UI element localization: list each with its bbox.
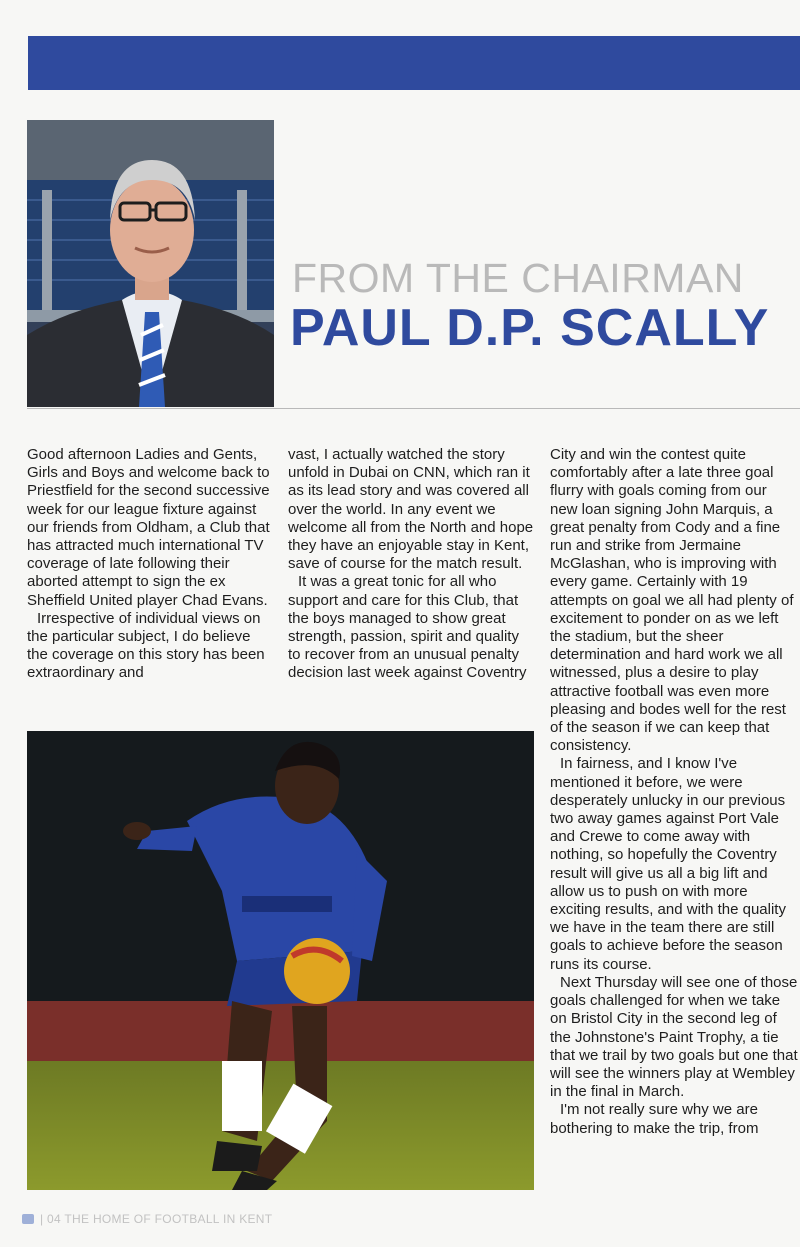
- paragraph: vast, I actually watched the story unfold in Dubai on CNN, which ran it as its lead story and was covered all over the world. In any event we welcome all from the North and hope they have an enjoyable stay in Kent, save of course for the match result.: [288, 446, 534, 573]
- paragraph: Irrespective of individual views on the particular subject, I do believe the coverage on this story has been extraordinary and: [27, 609, 265, 682]
- paragraph: It was a great tonic for all who support and care for this Club, that the boys managed to show great strength, passion, spirit and quality to recover from an unusual penalty decision last week against Coventry: [288, 573, 527, 682]
- page-footer: [22, 1212, 272, 1226]
- paragraph: Next Thursday will see one of those goals challenged for when we take on Bristol City in the second leg of the Johnstone's Paint Trophy, a tie that we trail by two goals but one that will see the winners play at Wembley in the final in March.: [550, 973, 798, 1101]
- player-photo: [27, 731, 534, 1190]
- article-column-3: [550, 446, 798, 1138]
- paragraph: City and win the contest quite comfortably after a late three goal flurry with goals coming from our new loan signing John Marquis, a great penalty from Cody and a fine run and strike from Jermaine McGlashan, who is improving with every game. Certainly with 19 attempts on goal we all had plenty of excitement to ponder on as we left the stadium, but the sheer determination and hard work we all witnessed, plus a desire to play attractive football was even more pleasing and bodes well for the rest of the season if we can keep that consistency.: [550, 446, 794, 755]
- author-name: PAUL D.P. SCALLY: [290, 299, 770, 357]
- section-kicker: FROM THE CHAIRMAN: [292, 255, 744, 301]
- header-banner: [28, 36, 800, 90]
- header-divider: [27, 408, 800, 409]
- club-crest-icon: [22, 1214, 34, 1224]
- article-column-2: [288, 446, 534, 683]
- paragraph: I'm not really sure why we are bothering to make the trip, from: [550, 1101, 759, 1137]
- paragraph: Good afternoon Ladies and Gents, Girls and Boys and welcome back to Priestfield for the second successive week for our league fixture against our friends from Oldham, a Club that has attracted much international TV coverage of late following their aborted attempt to sign the ex Sheffield United player Chad Evans.: [27, 446, 270, 609]
- chairman-photo: [27, 120, 274, 407]
- footer-text: | 04 THE HOME OF FOOTBALL IN KENT: [40, 1212, 273, 1226]
- paragraph: In fairness, and I know I've mentioned it before, we were desperately unlucky in our previous two away games against Port Vale and Crewe to come away with nothing, so hopefully the Coventry result will give us all a big lift and allow us to push on with more exciting results, and with the quality we have in the team there are still goals to achieve before the season runs its course.: [550, 755, 786, 973]
- article-column-1: [27, 446, 275, 683]
